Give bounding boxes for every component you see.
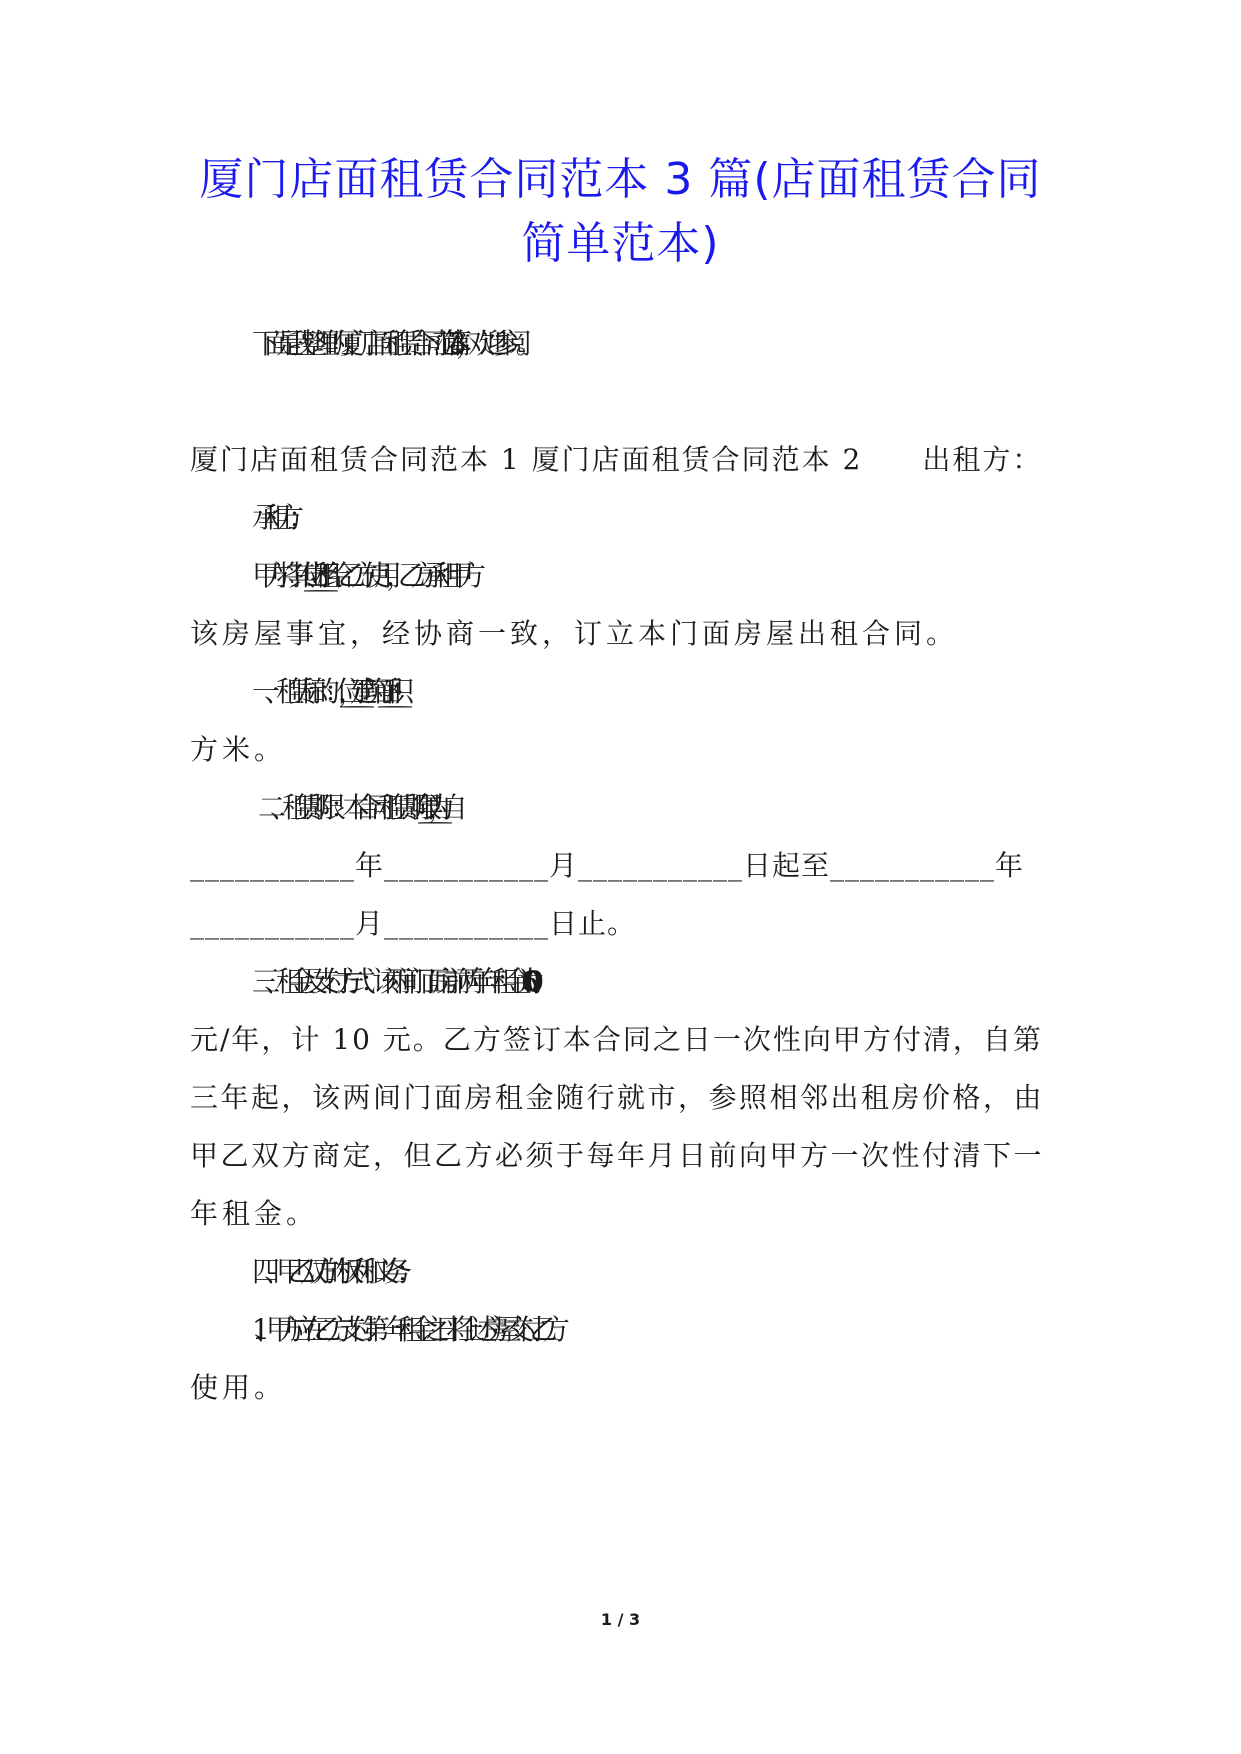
p4-line-2: 元/年，计 10 元。乙方签订本合同之日一次性向甲方付清，自第 [190,1023,1043,1056]
intro-text: 下面是我整理的厦门店面租赁合同范本 3 篇，欢迎参阅。 [252,327,528,360]
p4-line-4: 甲乙双方商定，但乙方必须于每年月日前向甲方一次性付清下一 [190,1139,1045,1172]
paragraph-3-line-2 [190,844,1052,884]
p4-line-5: 年租金。 [190,1197,319,1230]
p2-line-1: 一、租赁标的：位于___________，建筑面积___________平 [252,675,389,708]
paragraph-4-line-2 [190,1018,1052,1058]
p2-line-2: 方米。 [190,733,287,766]
paragraph-2-line-1 [252,670,1114,710]
paragraph-4-line-5 [190,1192,1052,1232]
document-title [150,148,1091,276]
p1-line-2: 该房屋事宜，经协商一致，订立本门面房屋出租合同。 [190,617,959,650]
paragraph-5-line-1 [252,1250,1114,1290]
paragraph-2-line-2 [190,728,1052,768]
p3-line-1: 二、租赁期限：本合同租赁期限为___________年，自 [258,791,453,824]
p6-line-2: 使用。 [190,1371,287,1404]
p4-line-3: 三年起，该两间门面房租金随行就市，参照相邻出租房价格，由 [190,1081,1045,1114]
page-number: 1 / 3 [600,1610,641,1629]
paragraph-4-line-1 [252,960,1114,1000]
p3-line-3: ___________月___________日止。 [190,907,637,940]
intro-paragraph [252,322,1114,362]
paragraph-1-line-1 [252,554,1114,594]
paragraph-6-line-1 [252,1308,1114,1348]
p1-line-1: 甲方将其位于___________出租给乙方使用，乙方承租甲方 [252,559,471,592]
toc-text: 厦门店面租赁合同范本 1 厦门店面租赁合同范本 2 出租方： [190,443,1043,476]
title-line-1: 厦门店面租赁合同范本 3 篇(店面租赁合同 [199,154,1042,205]
lessee-text: 承租方： [252,501,301,534]
paragraph-3-line-3 [190,902,1052,942]
title-line-2: 简单范本) [521,218,720,269]
toc-line [190,438,1052,478]
paragraph-3-line-1 [258,786,1120,826]
p4-line-1: 三、租金及支付方式：该两间门面房前两年年租金为 6000 [252,965,529,998]
p3-line-2: ___________年___________月___________日起至___________年 [190,849,1025,882]
paragraph-4-line-3 [190,1076,1052,1116]
paragraph-6-line-2 [190,1366,1052,1406]
paragraph-4-line-4 [190,1134,1052,1174]
p5-line-1: 四、甲乙双方的权利和义务： [252,1255,409,1288]
p6-line-1: 1、甲方应在乙方支付第一年租金之日将上述房屋交付乙方 [252,1313,554,1346]
lessee-line [252,496,1114,536]
paragraph-1-line-2 [190,612,1052,652]
